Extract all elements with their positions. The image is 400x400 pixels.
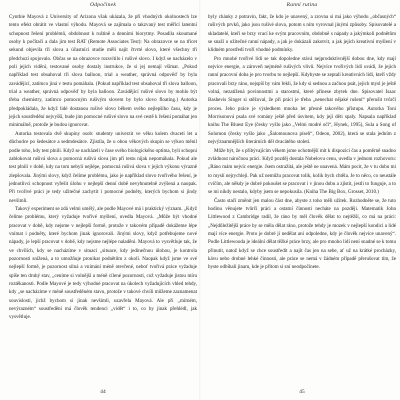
right-paragraph-3: Může být, že s přibývajícím věkem jsme ochotnější mít k dispozici čas a poměrně snadno zvládnout náročnou práci. Když pozděj dostala Nobelovu cenu, uvedla v jednom rozhovoru: „Ráno mám nejvíc energie. Jsem ostražitá, ale ještě ne unavená. Mám pocit, že v tu dobu mi to myslí nejrychleji. Pak už nemůžu pracovat tolik, kolik bych chtěla. Je to něco, co neustále cvičím, ale někdy je dobré pokoušet se pracovat i v jinou dobu a zjistit, jestli to funguje, a to se mi nikdy nestalo, kdyby jsem se nepokusila. (Kniha The Big Box, Grosset, 2010.) bbox=[208, 147, 396, 196]
left-paragraph-2: Autorka testovala dvě skupiny osob: studenty univerzit ve věku kolem dvaceti let a důchodce po šedesátce a sedmdesátce. Zjistila, že u obou věkových skupin se výkon měnil podle toho, kdy test plnili. Když se nacházeli v čase svého biologického optima, byli schopni zablokovat rušivá slova a pomocná rušivá slova jim při testu nijak nepomáhala. Pokud ale test plnili v době, kdy na tom nebyli nejlépe, pomocná rušivá slova v jejich výkonu výrazně zlepšovala. Jinými slovy, když čelíme problému, jako je například slovo tvořivého řešení, je jednotlivci schopnost vyřešit úlohu v nejlepší denní době nevyhnutelně zvýšená a naopak. Při tvořivé práci je tedy užitečné zachytit i pomocné podněty, kterých bychom si jindy nevšimli. bbox=[9, 130, 197, 204]
right-page-number: 45 bbox=[299, 389, 305, 395]
right-paragraph-4: Často stačí změnit jen malou část dne, abyste z toho měli užitek. Rozhodněte se, že tuto hodinu věnujete tvůrčí práci a ostatní činnosti necháte na později. Matematik John Littlewood z Cambridge radil, že ráno by měl člověk dělat to nejtěžší, co má na práci: „Nejdůležitější práce by se měla dělat ráno, protože tehdy je mozek v nejlepší kondici a lidé mají více energie. Proto je dobré ji nedělat ani odpoledne, kdy je člověk nejvíce unavený“. Podle Littlewooda je ideální dělat těžké práce brzy, ale pro mnoho lidí není snadné se k tomu přinutit, natož když se chce soustředit a najít čas jen na sebe, ať už na krátké procházky, kávu nebo drobné lehké činnosti, ale práce se nemá v žádném případě přerušovat tím, že byste odbíhali jinam, kde je přítom si sní neodpočinete. bbox=[208, 197, 396, 271]
right-page bbox=[208, 0, 396, 400]
right-page-body bbox=[208, 13, 396, 272]
left-paragraph-1: Cynthie Mayová z University of Arizona však ukázala, že při vhodných okolnostech lze tento efekt obrátit ve vlastní výhodu. Mayová se zajímala o takzvaný test měřící latentní schopnost řešení problémů, obdobnost k ruštině a denními biorytmy. Posadila skoumané osoby k počítači a dala jim test RAT (Remote Associates Test): Na obrazovce se na třicet sekund objevila tři slova a účastníci studie měli najít čtvrté slovo, které všechny tři předchozí spojovalo. Občas se na obrazovce rozsvítilo i rušivé slovo. I když se nacházelo v poli jejich vidění, testované osoby dostaly instrukce, že si jej nemají všímat. „Pokud například test obsahoval tři slova balloon, trial a weather, správná odpověď by byla zavádějící, zatímco jiná v testu pomáhala. (Pokud například test obsahoval tři slova balloon, trial a weather, správná odpověď by byla balloon. Zavádějící rušivé slovo by mohlo být třeba chemistry, zatímco pomocným rušivým slovem by bylo slovo floating.) Autorka předpokládala, že když lidé dostanou rušivé slovo během svého nejlepšího času, kdy je jejich soustředění nejvyšší, bude jim pomocné rušivé slovo na své cestě k řešení pomáhat jen minimálně, protože je budou ignorovat. bbox=[9, 14, 197, 129]
left-paragraph-3: Takový experiment se zdá velmi umělý, ale podle Mayové má i praktický význam. „Když čelíme problému, který vyžaduje tvořivé myšlení, uvedla Mayová. „Může být vhodné pracovat v době, kdy nejsme v nejlepší formě, protože v takovém případě dokážeme lépe vnímat i podněty, které bychom jinak ignorovali. Jinými slovy, když potřebujeme nové nápady, je lepší pracovat v době, kdy nejsme nejlépe naladěni. Mayová to vysvětluje tak, že ve chvílích, kdy se nacházíme v situaci „situace, kdy jedinečnou úlohou, je kontrola pozornosti snížená, a to umožňuje pronikat podnětům z okolí. Naopak když jsme ve své nejlepší formě, je pozornost silná a vnímání méně otevřené, neboť tvořivá práce vyžaduje spíše ten druhý stav, „ceníme si volnější a méně cílené pozornosti, což vyžaduje jistou míru roztěkanosti. Podle Mayové je tedy výhodné pracovat na úkolech vyžadujících vhled tehdy, kdy „se nacházíme v méně soustředěném stavu, protože v takové chvíli můžeme zaznamenat souvislosti, jichž bychom si jinak nevšimli, uzavřela Mayová. Ale při ,,mírném, nevýrazném“ soustředění má člověk tendenci ,,vidět“ i to, co by jinak přehlédl, jak vysvětluje. bbox=[9, 205, 197, 321]
right-paragraph-2: Pro mnohé tvořivé lidi se tak dopoledne stává nejproduktivnější dobou dne, kdy mají nejvíce energie, a zároveň nejméně rušivých vlivů. Nejvíce tvořivých lidí uvádí, že jejich ranní pracovní doba je pro tvorbu to nejlepší. Kdybyste se zeptali kreativních lidí, kteří vždy pracovali brzy ráno, nejspíš by vám řekli, že kdy si sednou a začnou psát, jejich mysl je ještě volná, nezatížená povinnostmi a starostmi, které přinese zbytek dne. Spisovatel Isaac Bashevis Singer si stěžoval, že při práci je třeba „nenechat nějaké rušení“ přerušit tvůrčí proces. Jeho práce je výsledkem mnoha let přesně takového přístupu. Autorka Toni Morrisonová psala své romány ještě před úsvitem, kdy její děti spaly. Napsala například knihu The Bluest Eye (česky vyšlo jako „Velmi modré oči“, Hynek, 1995), Sula a Song of Solomon (česky vyšlo jako „Šalomounova píseň“, Odeon, 2002), která se stala jedním z nejvýznamnějších literárních děl dvacátého století. bbox=[208, 55, 396, 146]
left-page-number: 44 bbox=[100, 389, 106, 395]
right-running-head: Ranní rutina bbox=[286, 2, 318, 8]
left-page-body bbox=[9, 13, 197, 322]
right-paragraph-1: byly chánky z potravin, fakt, že kdo je unavený, a zrovna si má jako výhodu „občasných“ rušivých prvků, jako jsou rušivé slova, potom s ním vyrovnal jinými způsoby. Spisovatelé a skladatelé, kteří se brzy vrací ke svým pracovním, obdobně s nápady a jakýmkoli podnětům se snaží o užitečné ranní nápady, a jak je dokázali zakotvit, a jak jejich kreativní myšlení v klidném prostředí tvoří vhodné podmínky. bbox=[208, 14, 396, 54]
left-page bbox=[9, 0, 197, 400]
book-gutter bbox=[199, 0, 201, 400]
left-running-head: Odpočinek bbox=[89, 2, 117, 8]
